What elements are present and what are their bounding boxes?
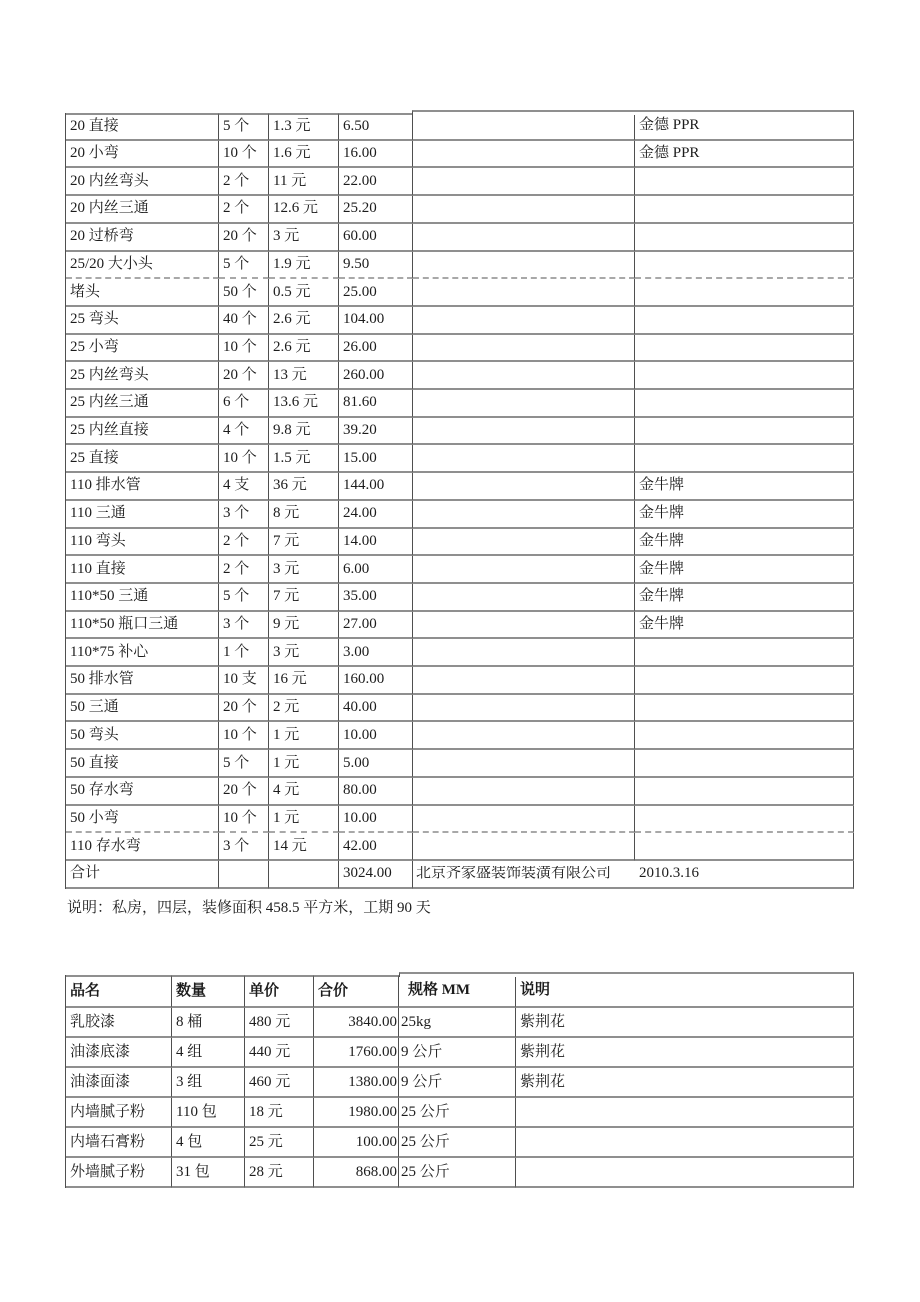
cell-quantity: 5 个 (219, 750, 269, 778)
cell-summary-label: 合计 (66, 861, 219, 889)
cell-unit-price: 3 元 (269, 556, 339, 584)
cell-unit-price: 1.9 元 (269, 252, 339, 280)
cell-unit-price: 25 元 (245, 1128, 314, 1158)
cell-total-price: 16.00 (339, 141, 413, 169)
cell-item-name: 20 内丝弯头 (66, 168, 219, 196)
cell-unit-price: 460 元 (245, 1068, 314, 1098)
cell-spec (413, 168, 635, 196)
cell-item-name: 25 直接 (66, 445, 219, 473)
cell-unit-price: 1 元 (269, 722, 339, 750)
cell-unit-price: 2.6 元 (269, 335, 339, 363)
cell-unit-price: 7 元 (269, 584, 339, 612)
cell-total-price: 1980.00 (314, 1098, 399, 1128)
cell-item-name: 外墙腻子粉 (66, 1158, 172, 1188)
cell-item-name: 110 弯头 (66, 529, 219, 557)
cell-item-name: 50 直接 (66, 750, 219, 778)
cell-brand (635, 224, 854, 252)
cell-quantity: 8 桶 (172, 1008, 245, 1038)
cell-spec (413, 529, 635, 557)
cell-total-price: 27.00 (339, 612, 413, 640)
cell-quantity: 6 个 (219, 390, 269, 418)
cell-total-price: 260.00 (339, 362, 413, 390)
cell-unit-price (269, 861, 339, 889)
cell-item-name: 内墙腻子粉 (66, 1098, 172, 1128)
cell-quantity: 2 个 (219, 529, 269, 557)
cell-spec (413, 445, 635, 473)
cell-quantity: 50 个 (219, 279, 269, 307)
column-header-4: 规格 MM (399, 975, 516, 1008)
column-header-1: 数量 (172, 975, 245, 1008)
cell-quantity: 10 个 (219, 445, 269, 473)
cell-item-name: 110*75 补心 (66, 639, 219, 667)
cell-quantity: 3 个 (219, 833, 269, 861)
cell-quantity: 5 个 (219, 584, 269, 612)
cell-total-price: 60.00 (339, 224, 413, 252)
cell-note (516, 1128, 854, 1158)
cell-brand (635, 279, 854, 307)
cell-brand: 金牛牌 (635, 612, 854, 640)
cell-unit-price: 11 元 (269, 168, 339, 196)
cell-item-name: 乳胶漆 (66, 1008, 172, 1038)
cell-spec (413, 667, 635, 695)
cell-item-name: 20 内丝三通 (66, 196, 219, 224)
cell-unit-price: 1.6 元 (269, 141, 339, 169)
cell-unit-price: 28 元 (245, 1158, 314, 1188)
cell-spec (413, 141, 635, 169)
cell-quantity: 10 个 (219, 722, 269, 750)
cell-note: 紫荆花 (516, 1038, 854, 1068)
cell-quantity (219, 861, 269, 889)
cell-spec (413, 501, 635, 529)
cell-brand (635, 833, 854, 861)
cell-spec (413, 362, 635, 390)
column-header-3: 合价 (314, 975, 399, 1008)
cell-brand (635, 695, 854, 723)
cell-unit-price: 13.6 元 (269, 390, 339, 418)
cell-spec (413, 113, 635, 141)
cell-item-name: 25/20 大小头 (66, 252, 219, 280)
cell-brand: 金牛牌 (635, 501, 854, 529)
cell-spec: 25 公斤 (399, 1098, 516, 1128)
cell-spec (413, 722, 635, 750)
cell-spec (413, 556, 635, 584)
cell-note (516, 1098, 854, 1128)
cell-brand (635, 252, 854, 280)
cell-unit-price: 9.8 元 (269, 418, 339, 446)
cell-unit-price: 14 元 (269, 833, 339, 861)
cell-unit-price: 18 元 (245, 1098, 314, 1128)
cell-unit-price: 8 元 (269, 501, 339, 529)
cell-spec: 9 公斤 (399, 1068, 516, 1098)
cell-brand (635, 362, 854, 390)
cell-total-price: 100.00 (314, 1128, 399, 1158)
raised-header-border (412, 110, 854, 115)
cell-spec (413, 390, 635, 418)
cell-quantity: 10 个 (219, 141, 269, 169)
cell-spec (413, 750, 635, 778)
cell-total-price: 15.00 (339, 445, 413, 473)
cell-total-price: 3.00 (339, 639, 413, 667)
cell-quantity: 10 个 (219, 335, 269, 363)
cell-item-name: 110 直接 (66, 556, 219, 584)
cell-item-name: 110*50 瓶口三通 (66, 612, 219, 640)
materials-price-table (65, 113, 854, 889)
cell-total-price: 1380.00 (314, 1068, 399, 1098)
cell-brand (635, 750, 854, 778)
cell-quantity: 20 个 (219, 778, 269, 806)
cell-total-price: 10.00 (339, 806, 413, 834)
cell-item-name: 50 存水弯 (66, 778, 219, 806)
project-note: 说明：私房，四层，装修面积 458.5 平方米，工期 90 天 (67, 900, 431, 916)
cell-quantity: 3 个 (219, 501, 269, 529)
cell-unit-price: 2 元 (269, 695, 339, 723)
cell-item-name: 25 内丝三通 (66, 390, 219, 418)
cell-brand (635, 722, 854, 750)
cell-item-name: 20 过桥弯 (66, 224, 219, 252)
cell-item-name: 堵头 (66, 279, 219, 307)
cell-total-price: 25.00 (339, 279, 413, 307)
paint-materials-table (65, 975, 854, 1188)
cell-spec (413, 279, 635, 307)
cell-brand: 金德 PPR (635, 113, 854, 141)
cell-total-price: 24.00 (339, 501, 413, 529)
cell-unit-price: 1 元 (269, 806, 339, 834)
document-date: 2010.3.16 (639, 865, 699, 882)
cell-spec (413, 307, 635, 335)
cell-quantity: 110 包 (172, 1098, 245, 1128)
cell-total-price: 3840.00 (314, 1008, 399, 1038)
cell-note (516, 1158, 854, 1188)
cell-spec: 25 公斤 (399, 1158, 516, 1188)
cell-spec (413, 584, 635, 612)
cell-total-price: 26.00 (339, 335, 413, 363)
cell-item-name: 110*50 三通 (66, 584, 219, 612)
cell-item-name: 50 小弯 (66, 806, 219, 834)
cell-item-name: 110 三通 (66, 501, 219, 529)
cell-item-name: 油漆面漆 (66, 1068, 172, 1098)
cell-item-name: 25 内丝直接 (66, 418, 219, 446)
cell-spec (413, 224, 635, 252)
cell-quantity: 20 个 (219, 362, 269, 390)
cell-unit-price: 3 元 (269, 639, 339, 667)
cell-brand (635, 168, 854, 196)
cell-total-price: 9.50 (339, 252, 413, 280)
cell-unit-price: 480 元 (245, 1008, 314, 1038)
cell-brand (635, 335, 854, 363)
cell-brand (635, 639, 854, 667)
cell-quantity: 20 个 (219, 695, 269, 723)
cell-quantity: 5 个 (219, 113, 269, 141)
cell-unit-price: 12.6 元 (269, 196, 339, 224)
cell-quantity: 1 个 (219, 639, 269, 667)
cell-total-price: 14.00 (339, 529, 413, 557)
cell-note: 紫荆花 (516, 1068, 854, 1098)
cell-brand (635, 667, 854, 695)
cell-unit-price: 0.5 元 (269, 279, 339, 307)
cell-unit-price: 13 元 (269, 362, 339, 390)
cell-item-name: 50 三通 (66, 695, 219, 723)
cell-unit-price: 2.6 元 (269, 307, 339, 335)
cell-brand (635, 418, 854, 446)
cell-item-name: 25 内丝弯头 (66, 362, 219, 390)
cell-brand (635, 778, 854, 806)
cell-total-price: 35.00 (339, 584, 413, 612)
cell-brand: 金牛牌 (635, 556, 854, 584)
cell-quantity: 20 个 (219, 224, 269, 252)
cell-quantity: 2 个 (219, 168, 269, 196)
cell-unit-price: 3 元 (269, 224, 339, 252)
cell-item-name: 25 弯头 (66, 307, 219, 335)
cell-spec (413, 418, 635, 446)
cell-total-price: 6.00 (339, 556, 413, 584)
cell-brand (635, 445, 854, 473)
cell-total-price: 80.00 (339, 778, 413, 806)
cell-total-price: 10.00 (339, 722, 413, 750)
cell-spec (413, 639, 635, 667)
cell-quantity: 4 支 (219, 473, 269, 501)
raised-header-border (399, 972, 854, 977)
cell-item-name: 50 排水管 (66, 667, 219, 695)
cell-quantity: 2 个 (219, 196, 269, 224)
cell-quantity: 3 组 (172, 1068, 245, 1098)
cell-item-name: 20 小弯 (66, 141, 219, 169)
cell-unit-price: 1.5 元 (269, 445, 339, 473)
cell-total-price: 1760.00 (314, 1038, 399, 1068)
cell-spec (413, 196, 635, 224)
cell-total-price: 868.00 (314, 1158, 399, 1188)
cell-quantity: 5 个 (219, 252, 269, 280)
cell-total-price: 160.00 (339, 667, 413, 695)
cell-brand: 金牛牌 (635, 584, 854, 612)
cell-spec (413, 806, 635, 834)
cell-item-name: 20 直接 (66, 113, 219, 141)
cell-spec: 25 公斤 (399, 1128, 516, 1158)
cell-quantity: 4 组 (172, 1038, 245, 1068)
cell-total-price: 6.50 (339, 113, 413, 141)
cell-quantity: 4 个 (219, 418, 269, 446)
cell-spec (413, 695, 635, 723)
cell-grand-total: 3024.00 (339, 861, 413, 889)
cell-item-name: 内墙石膏粉 (66, 1128, 172, 1158)
cell-total-price: 42.00 (339, 833, 413, 861)
cell-total-price: 39.20 (339, 418, 413, 446)
cell-unit-price: 36 元 (269, 473, 339, 501)
cell-unit-price: 7 元 (269, 529, 339, 557)
cell-brand (635, 806, 854, 834)
cell-item-name: 50 弯头 (66, 722, 219, 750)
cell-spec (413, 778, 635, 806)
cell-spec (413, 335, 635, 363)
cell-quantity: 10 个 (219, 806, 269, 834)
cell-quantity: 2 个 (219, 556, 269, 584)
cell-quantity: 10 支 (219, 667, 269, 695)
cell-note: 紫荆花 (516, 1008, 854, 1038)
cell-company-date (413, 861, 854, 889)
cell-quantity: 40 个 (219, 307, 269, 335)
cell-spec (413, 612, 635, 640)
cell-total-price: 25.20 (339, 196, 413, 224)
cell-item-name: 油漆底漆 (66, 1038, 172, 1068)
cell-unit-price: 16 元 (269, 667, 339, 695)
company-name: 北京齐家盛装饰装潢有限公司 (416, 866, 612, 882)
cell-quantity: 3 个 (219, 612, 269, 640)
cell-spec (413, 473, 635, 501)
cell-item-name: 25 小弯 (66, 335, 219, 363)
cell-brand (635, 390, 854, 418)
cell-item-name: 110 存水弯 (66, 833, 219, 861)
cell-total-price: 144.00 (339, 473, 413, 501)
cell-unit-price: 1 元 (269, 750, 339, 778)
cell-total-price: 22.00 (339, 168, 413, 196)
cell-unit-price: 1.3 元 (269, 113, 339, 141)
cell-total-price: 5.00 (339, 750, 413, 778)
cell-quantity: 4 包 (172, 1128, 245, 1158)
cell-spec (413, 833, 635, 861)
cell-unit-price: 4 元 (269, 778, 339, 806)
cell-brand: 金牛牌 (635, 473, 854, 501)
cell-total-price: 81.60 (339, 390, 413, 418)
cell-item-name: 110 排水管 (66, 473, 219, 501)
cell-brand: 金德 PPR (635, 141, 854, 169)
column-header-2: 单价 (245, 975, 314, 1008)
cell-total-price: 40.00 (339, 695, 413, 723)
cell-brand (635, 196, 854, 224)
cell-spec: 9 公斤 (399, 1038, 516, 1068)
cell-quantity: 31 包 (172, 1158, 245, 1188)
cell-brand: 金牛牌 (635, 529, 854, 557)
cell-brand (635, 307, 854, 335)
cell-spec: 25kg (399, 1008, 516, 1038)
cell-spec (413, 252, 635, 280)
column-header-5: 说明 (516, 975, 854, 1008)
cell-total-price: 104.00 (339, 307, 413, 335)
cell-unit-price: 9 元 (269, 612, 339, 640)
cell-unit-price: 440 元 (245, 1038, 314, 1068)
column-header-0: 品名 (66, 975, 172, 1008)
